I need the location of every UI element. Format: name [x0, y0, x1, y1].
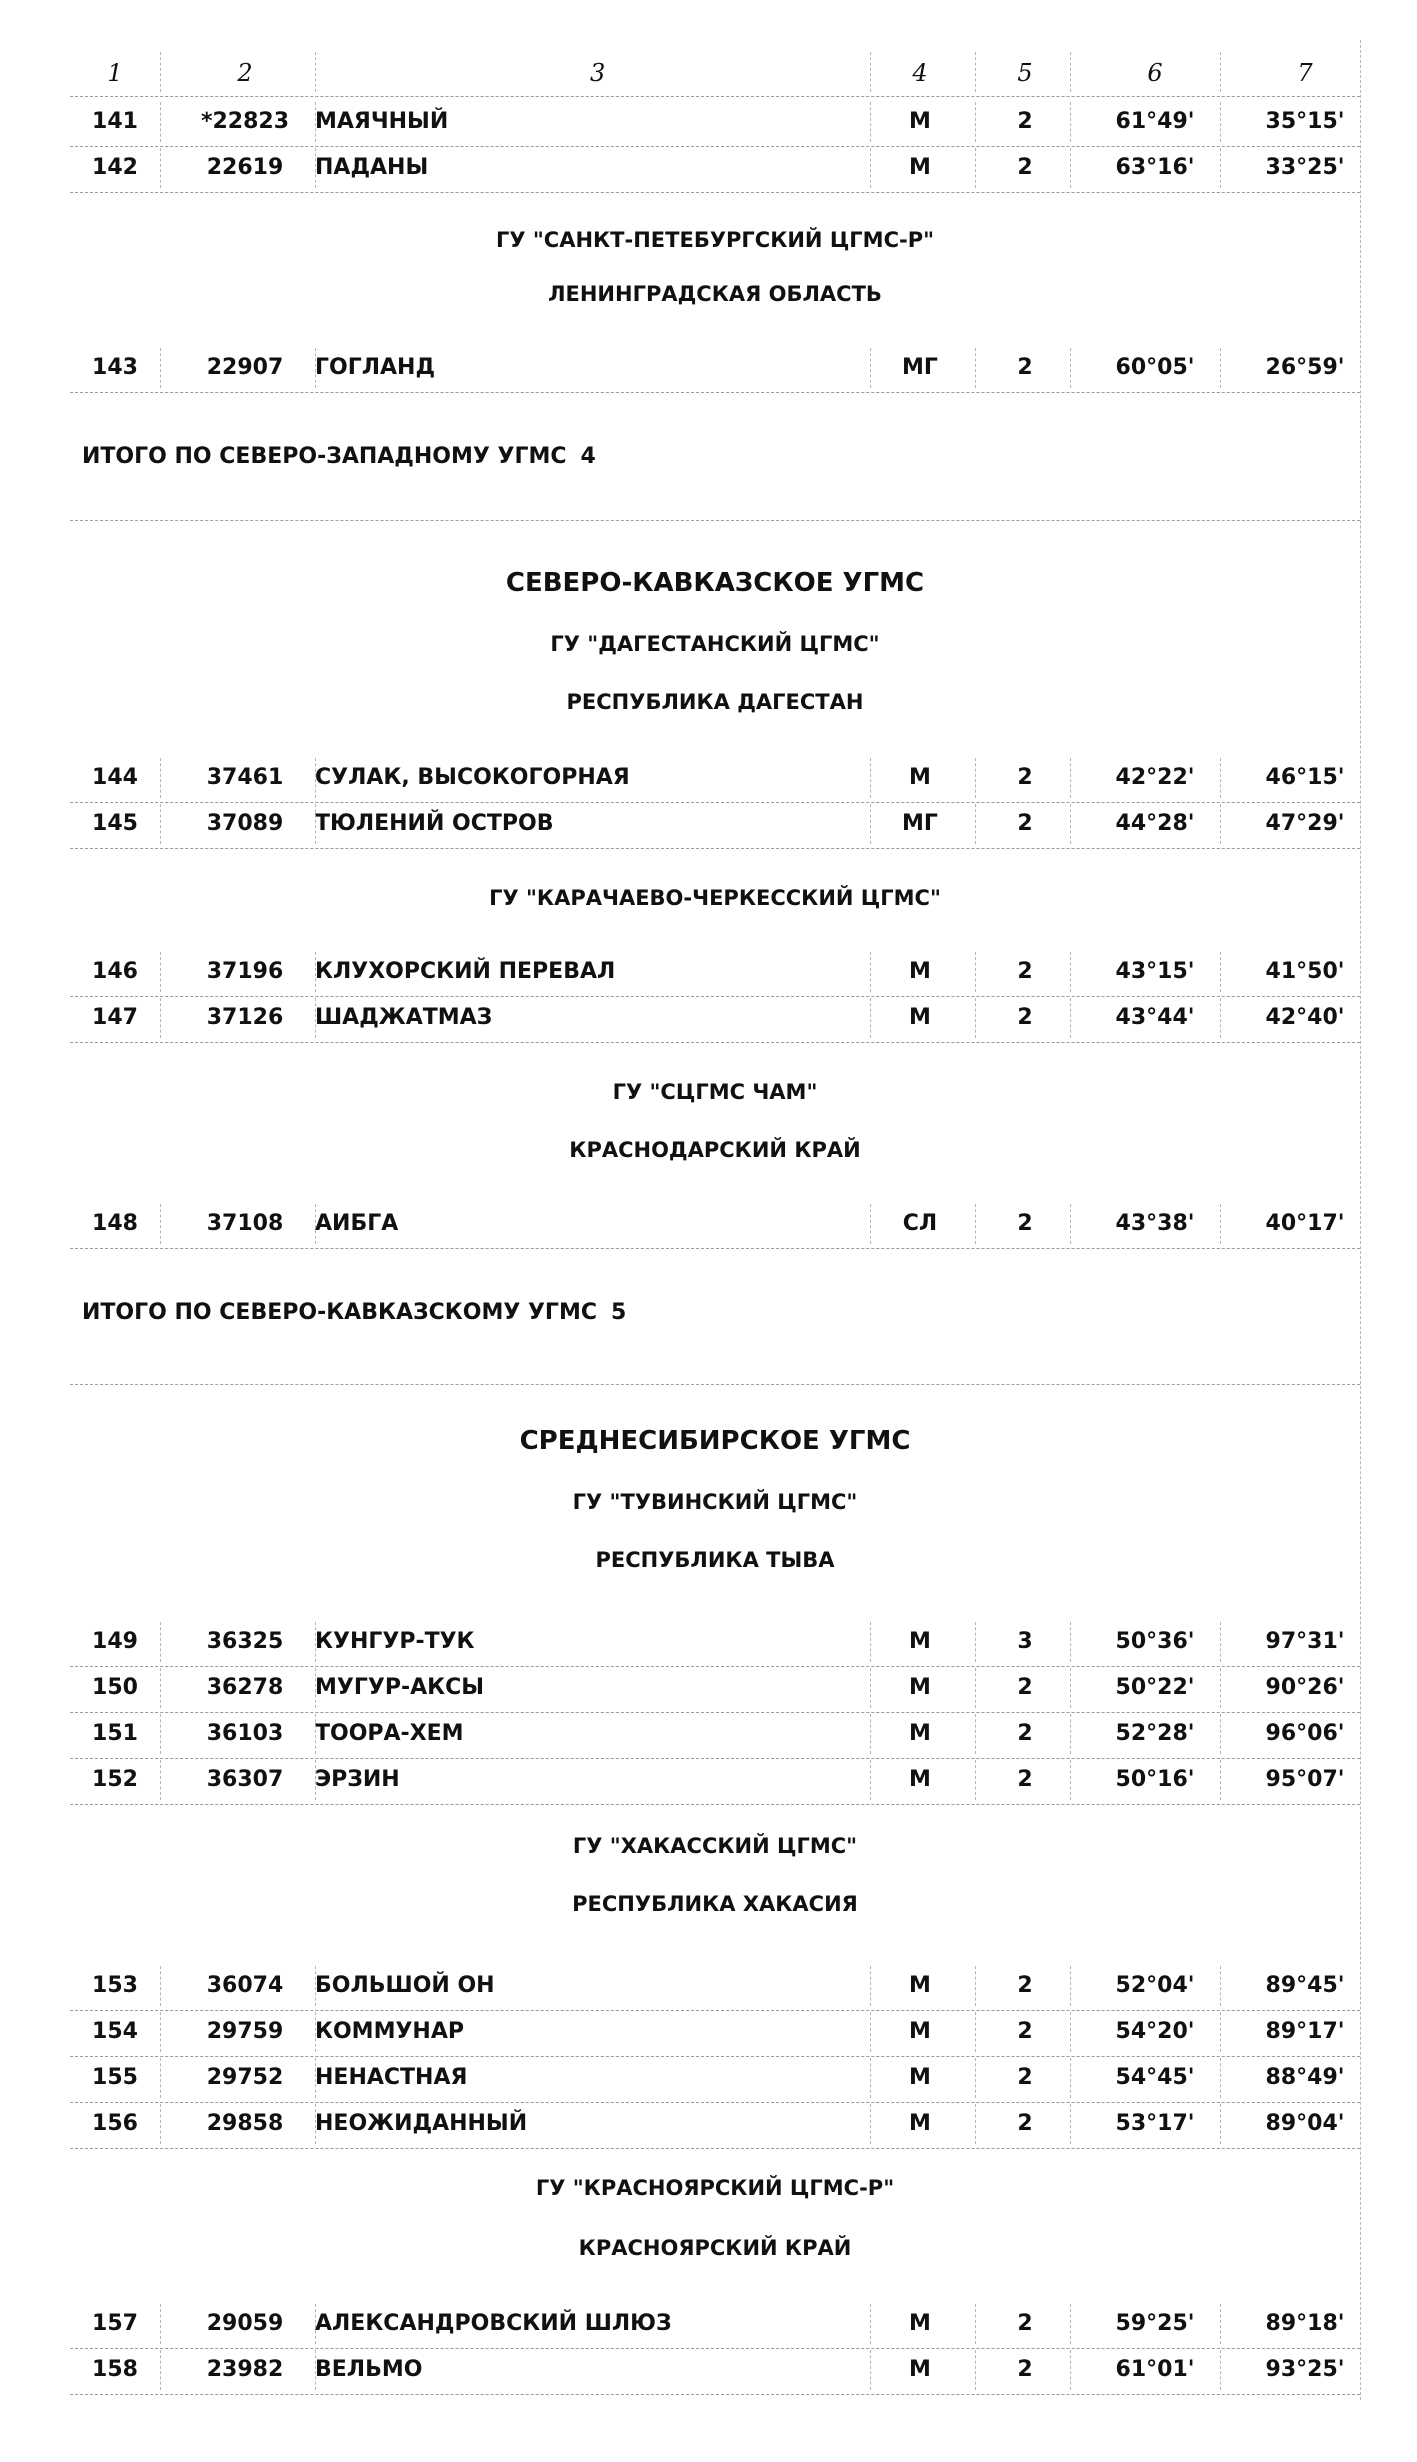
latitude: 63°16'	[1115, 155, 1195, 180]
column-separator	[1220, 52, 1221, 92]
latitude: 43°38'	[1115, 1211, 1195, 1236]
table-row	[70, 1202, 1360, 1249]
column-separator	[315, 1760, 316, 1800]
section-heading: ГУ "КАРАЧАЕВО-ЧЕРКЕССКИЙ ЦГМС"	[489, 886, 941, 910]
column-separator	[975, 1204, 976, 1244]
column-separator	[975, 2350, 976, 2390]
column-separator	[160, 2058, 161, 2098]
station-name: НЕНАСТНАЯ	[315, 2065, 468, 2090]
column-separator	[315, 1714, 316, 1754]
section-heading: ГУ "КРАСНОЯРСКИЙ ЦГМС-Р"	[535, 2176, 895, 2200]
section-heading: ГУ "ХАКАССКИЙ ЦГМС"	[572, 1834, 858, 1858]
department-heading: СРЕДНЕСИБИРСКОЕ УГМС	[519, 1426, 911, 1456]
column-separator	[315, 2012, 316, 2052]
latitude: 60°05'	[1115, 355, 1195, 380]
column-separator	[315, 1622, 316, 1662]
station-type: М	[909, 109, 931, 134]
row-number: 155	[92, 2065, 138, 2090]
region-heading: РЕСПУБЛИКА ХАКАСИЯ	[572, 1892, 858, 1916]
table-row	[70, 2302, 1360, 2349]
column-separator	[1070, 998, 1071, 1038]
longitude: 42°40'	[1265, 1005, 1345, 1030]
latitude: 52°28'	[1115, 1721, 1195, 1746]
latitude: 43°44'	[1115, 1005, 1195, 1030]
station-index: 29858	[206, 2111, 284, 2136]
column-separator	[975, 2058, 976, 2098]
region-heading: КРАСНОЯРСКИЙ КРАЙ	[578, 2236, 852, 2260]
station-type: М	[909, 2019, 931, 2044]
column-separator	[160, 1622, 161, 1662]
column-separator	[975, 52, 976, 92]
station-name: АЛЕКСАНДРОВСКИЙ ШЛЮЗ	[315, 2311, 672, 2336]
column-separator	[1070, 1760, 1071, 1800]
column-separator	[315, 2304, 316, 2344]
column-separator	[1070, 2012, 1071, 2052]
station-index: 29059	[206, 2311, 284, 2336]
column-separator	[870, 2350, 871, 2390]
station-type: М	[909, 1005, 931, 1030]
column-separator	[870, 1966, 871, 2006]
station-type: М	[909, 1629, 931, 1654]
station-name: ШАДЖАТМАЗ	[315, 1005, 493, 1030]
station-category: 2	[1017, 109, 1033, 134]
station-index: 36074	[206, 1973, 284, 1998]
total-count: 4	[580, 444, 596, 469]
latitude: 53°17'	[1115, 2111, 1195, 2136]
station-index: 37108	[206, 1211, 284, 1236]
station-name: ТЮЛЕНИЙ ОСТРОВ	[315, 811, 554, 836]
column-separator	[160, 2350, 161, 2390]
column-separator	[1070, 52, 1071, 92]
latitude: 54°45'	[1115, 2065, 1195, 2090]
station-category: 2	[1017, 765, 1033, 790]
column-separator	[975, 1714, 976, 1754]
longitude: 95°07'	[1265, 1767, 1345, 1792]
total-label: ИТОГО ПО СЕВЕРО-КАВКАЗСКОМУ УГМС	[82, 1300, 597, 1325]
column-header-4: 4	[912, 59, 928, 87]
station-type: М	[909, 959, 931, 984]
station-category: 2	[1017, 1675, 1033, 1700]
longitude: 33°25'	[1265, 155, 1345, 180]
station-category: 2	[1017, 2065, 1033, 2090]
station-category: 2	[1017, 2357, 1033, 2382]
station-index: 36325	[206, 1629, 284, 1654]
longitude: 46°15'	[1265, 765, 1345, 790]
department-heading: СЕВЕРО-КАВКАЗСКОЕ УГМС	[505, 568, 925, 598]
column-separator	[870, 52, 871, 92]
station-name: ПАДАНЫ	[315, 155, 429, 180]
station-index: 37461	[206, 765, 284, 790]
latitude: 44°28'	[1115, 811, 1195, 836]
section-heading: ГУ "ДАГЕСТАНСКИЙ ЦГМС"	[550, 632, 880, 656]
region-heading: ЛЕНИНГРАДСКАЯ ОБЛАСТЬ	[548, 282, 882, 306]
column-separator	[1070, 952, 1071, 992]
station-index: 37196	[206, 959, 284, 984]
divider	[70, 1384, 1360, 1385]
column-separator	[160, 1966, 161, 2006]
station-index: 29759	[206, 2019, 284, 2044]
column-separator	[1220, 1714, 1221, 1754]
column-separator	[160, 148, 161, 188]
row-number: 157	[92, 2311, 138, 2336]
station-type: МГ	[902, 355, 938, 380]
longitude: 47°29'	[1265, 811, 1345, 836]
table-row	[70, 1964, 1360, 2011]
station-name: ЭРЗИН	[315, 1767, 400, 1792]
column-separator	[870, 2012, 871, 2052]
column-separator	[870, 1204, 871, 1244]
row-number: 149	[92, 1629, 138, 1654]
station-name: МУГУР-АКСЫ	[315, 1675, 485, 1700]
latitude: 50°16'	[1115, 1767, 1195, 1792]
station-category: 2	[1017, 1211, 1033, 1236]
station-name: МАЯЧНЫЙ	[315, 109, 449, 134]
column-separator	[315, 52, 316, 92]
column-separator	[315, 2350, 316, 2390]
table-row	[70, 1620, 1360, 1667]
column-separator	[315, 804, 316, 844]
column-separator	[1070, 804, 1071, 844]
column-separator	[975, 348, 976, 388]
column-header-1: 1	[107, 59, 123, 87]
column-separator	[160, 758, 161, 798]
column-separator	[870, 758, 871, 798]
column-separator	[1070, 1966, 1071, 2006]
row-number: 146	[92, 959, 138, 984]
station-index: 36103	[206, 1721, 284, 1746]
row-number: 143	[92, 355, 138, 380]
column-separator	[870, 998, 871, 1038]
column-separator	[1070, 2104, 1071, 2144]
column-separator	[975, 2304, 976, 2344]
column-separator	[1220, 2012, 1221, 2052]
column-separator	[1070, 148, 1071, 188]
column-separator	[870, 804, 871, 844]
station-type: М	[909, 1973, 931, 1998]
longitude: 93°25'	[1265, 2357, 1345, 2382]
station-name: АИБГА	[315, 1211, 399, 1236]
column-separator	[315, 102, 316, 142]
station-category: 2	[1017, 2019, 1033, 2044]
longitude: 90°26'	[1265, 1675, 1345, 1700]
longitude: 41°50'	[1265, 959, 1345, 984]
row-number: 150	[92, 1675, 138, 1700]
column-header-6: 6	[1147, 59, 1163, 87]
column-separator	[1220, 2058, 1221, 2098]
column-separator	[160, 1760, 161, 1800]
column-separator	[1070, 2304, 1071, 2344]
table-row	[70, 2010, 1360, 2057]
column-separator	[1220, 348, 1221, 388]
station-type: М	[909, 2065, 931, 2090]
station-type: М	[909, 2311, 931, 2336]
station-type: СЛ	[902, 1211, 938, 1236]
total-line	[82, 1300, 626, 1325]
column-separator	[1070, 2350, 1071, 2390]
column-header-2: 2	[237, 59, 253, 87]
column-separator	[870, 1622, 871, 1662]
column-separator	[160, 1668, 161, 1708]
longitude: 96°06'	[1265, 1721, 1345, 1746]
latitude: 42°22'	[1115, 765, 1195, 790]
total-label: ИТОГО ПО СЕВЕРО-ЗАПАДНОМУ УГМС	[82, 444, 567, 469]
table-row	[70, 1712, 1360, 1759]
column-separator	[975, 148, 976, 188]
column-separator	[1070, 348, 1071, 388]
section-heading: ГУ "ТУВИНСКИЙ ЦГМС"	[572, 1490, 858, 1514]
total-line	[82, 444, 596, 469]
right-edge-line	[1360, 40, 1361, 2400]
column-header-7: 7	[1297, 59, 1313, 87]
column-separator	[1220, 1760, 1221, 1800]
total-count: 5	[610, 1300, 627, 1325]
column-separator	[975, 952, 976, 992]
column-separator	[870, 148, 871, 188]
latitude: 61°49'	[1115, 109, 1195, 134]
column-separator	[975, 1966, 976, 2006]
row-number: 153	[92, 1973, 138, 1998]
column-separator	[315, 1668, 316, 1708]
station-type: М	[909, 765, 931, 790]
column-separator	[160, 348, 161, 388]
table-row	[70, 346, 1360, 393]
column-separator	[160, 52, 161, 92]
column-separator	[1220, 1966, 1221, 2006]
column-separator	[160, 1714, 161, 1754]
column-separator	[1220, 2104, 1221, 2144]
station-category: 2	[1017, 1973, 1033, 1998]
longitude: 89°45'	[1265, 1973, 1345, 1998]
table-row	[70, 2056, 1360, 2103]
column-separator	[975, 2104, 976, 2144]
column-separator	[160, 952, 161, 992]
column-separator	[1070, 758, 1071, 798]
column-separator	[975, 2012, 976, 2052]
station-index: 23982	[206, 2357, 284, 2382]
region-heading: РЕСПУБЛИКА ТЫВА	[595, 1548, 835, 1572]
column-separator	[160, 2304, 161, 2344]
longitude: 89°18'	[1265, 2311, 1345, 2336]
column-separator	[1070, 2058, 1071, 2098]
column-separator	[315, 348, 316, 388]
column-separator	[1220, 2350, 1221, 2390]
column-separator	[1220, 998, 1221, 1038]
column-separator	[1220, 1668, 1221, 1708]
table-row	[70, 950, 1360, 997]
row-number: 154	[92, 2019, 138, 2044]
column-separator	[160, 1204, 161, 1244]
station-type: МГ	[902, 811, 938, 836]
column-header-5: 5	[1017, 59, 1033, 87]
latitude: 54°20'	[1115, 2019, 1195, 2044]
column-separator	[1070, 1714, 1071, 1754]
table-row	[70, 802, 1360, 849]
section-heading: ГУ "САНКТ-ПЕТЕБУРГСКИЙ ЦГМС-Р"	[495, 228, 935, 252]
row-number: 158	[92, 2357, 138, 2382]
column-separator	[975, 998, 976, 1038]
station-index: 37126	[206, 1005, 284, 1030]
region-heading: РЕСПУБЛИКА ДАГЕСТАН	[566, 690, 864, 714]
column-separator	[1070, 1204, 1071, 1244]
longitude: 89°04'	[1265, 2111, 1345, 2136]
column-separator	[315, 998, 316, 1038]
column-separator	[1220, 148, 1221, 188]
column-separator	[1070, 1668, 1071, 1708]
column-header-3: 3	[590, 59, 606, 87]
column-separator	[975, 1668, 976, 1708]
station-name: КЛУХОРСКИЙ ПЕРЕВАЛ	[315, 959, 616, 984]
station-category: 2	[1017, 811, 1033, 836]
column-separator	[160, 2104, 161, 2144]
longitude: 35°15'	[1265, 109, 1345, 134]
station-category: 2	[1017, 2311, 1033, 2336]
station-category: 2	[1017, 1767, 1033, 1792]
station-index: *22823	[200, 109, 290, 134]
table-row	[70, 996, 1360, 1043]
column-separator	[160, 998, 161, 1038]
column-separator	[315, 1966, 316, 2006]
column-separator	[315, 2058, 316, 2098]
table-row	[70, 1758, 1360, 1805]
station-category: 2	[1017, 155, 1033, 180]
column-separator	[315, 2104, 316, 2144]
column-separator	[1220, 758, 1221, 798]
station-category: 3	[1017, 1629, 1033, 1654]
column-separator	[870, 1760, 871, 1800]
longitude: 40°17'	[1265, 1211, 1345, 1236]
column-separator	[870, 1714, 871, 1754]
table-row	[70, 100, 1360, 147]
longitude: 89°17'	[1265, 2019, 1345, 2044]
station-type: М	[909, 2111, 931, 2136]
station-index: 29752	[206, 2065, 284, 2090]
row-number: 142	[92, 155, 138, 180]
column-separator	[1220, 804, 1221, 844]
column-separator	[975, 1760, 976, 1800]
station-type: М	[909, 1675, 931, 1700]
row-number: 152	[92, 1767, 138, 1792]
table-row	[70, 1666, 1360, 1713]
column-separator	[870, 348, 871, 388]
column-separator	[315, 952, 316, 992]
row-number: 148	[92, 1211, 138, 1236]
station-index: 22907	[206, 355, 284, 380]
region-heading: КРАСНОДАРСКИЙ КРАЙ	[569, 1138, 861, 1162]
column-separator	[315, 758, 316, 798]
station-type: М	[909, 155, 931, 180]
row-number: 141	[92, 109, 138, 134]
column-separator	[870, 2304, 871, 2344]
column-separator	[160, 102, 161, 142]
column-separator	[160, 2012, 161, 2052]
station-category: 2	[1017, 1005, 1033, 1030]
table-row	[70, 2102, 1360, 2149]
column-separator	[870, 1668, 871, 1708]
station-name: ВЕЛЬМО	[315, 2357, 423, 2382]
latitude: 61°01'	[1115, 2357, 1195, 2382]
station-index: 22619	[206, 155, 284, 180]
station-category: 2	[1017, 2111, 1033, 2136]
column-separator	[975, 758, 976, 798]
station-name: ГОГЛАНД	[315, 355, 436, 380]
latitude: 52°04'	[1115, 1973, 1195, 1998]
row-number: 151	[92, 1721, 138, 1746]
row-number: 145	[92, 811, 138, 836]
station-index: 37089	[206, 811, 284, 836]
station-category: 2	[1017, 355, 1033, 380]
longitude: 88°49'	[1265, 2065, 1345, 2090]
latitude: 59°25'	[1115, 2311, 1195, 2336]
column-separator	[870, 952, 871, 992]
station-name: ТООРА-ХЕМ	[315, 1721, 464, 1746]
longitude: 26°59'	[1265, 355, 1345, 380]
station-name: СУЛАК, ВЫСОКОГОРНАЯ	[315, 765, 630, 790]
station-type: М	[909, 1721, 931, 1746]
column-separator	[160, 804, 161, 844]
column-separator	[1220, 2304, 1221, 2344]
station-index: 36307	[206, 1767, 284, 1792]
row-number: 144	[92, 765, 138, 790]
longitude: 97°31'	[1265, 1629, 1345, 1654]
station-type: М	[909, 2357, 931, 2382]
table-row	[70, 146, 1360, 193]
section-heading: ГУ "СЦГМС ЧАМ"	[612, 1080, 818, 1104]
station-name: НЕОЖИДАННЫЙ	[315, 2111, 528, 2136]
column-separator	[1220, 102, 1221, 142]
column-separator	[1220, 1204, 1221, 1244]
column-separator	[975, 1622, 976, 1662]
column-separator	[975, 102, 976, 142]
station-category: 2	[1017, 959, 1033, 984]
column-separator	[870, 2104, 871, 2144]
column-header-row	[70, 50, 1360, 97]
station-type: М	[909, 1767, 931, 1792]
row-number: 147	[92, 1005, 138, 1030]
latitude: 50°22'	[1115, 1675, 1195, 1700]
column-separator	[1220, 952, 1221, 992]
latitude: 50°36'	[1115, 1629, 1195, 1654]
column-separator	[315, 148, 316, 188]
latitude: 43°15'	[1115, 959, 1195, 984]
station-name: КУНГУР-ТУК	[315, 1629, 475, 1654]
divider	[70, 520, 1360, 521]
station-index: 36278	[206, 1675, 284, 1700]
column-separator	[870, 102, 871, 142]
table-row	[70, 756, 1360, 803]
table-row	[70, 2348, 1360, 2395]
station-name: КОММУНАР	[315, 2019, 464, 2044]
column-separator	[975, 804, 976, 844]
column-separator	[870, 2058, 871, 2098]
station-name: БОЛЬШОЙ ОН	[315, 1973, 495, 1998]
column-separator	[1070, 1622, 1071, 1662]
station-category: 2	[1017, 1721, 1033, 1746]
column-separator	[315, 1204, 316, 1244]
row-number: 156	[92, 2111, 138, 2136]
column-separator	[1070, 102, 1071, 142]
column-separator	[1220, 1622, 1221, 1662]
